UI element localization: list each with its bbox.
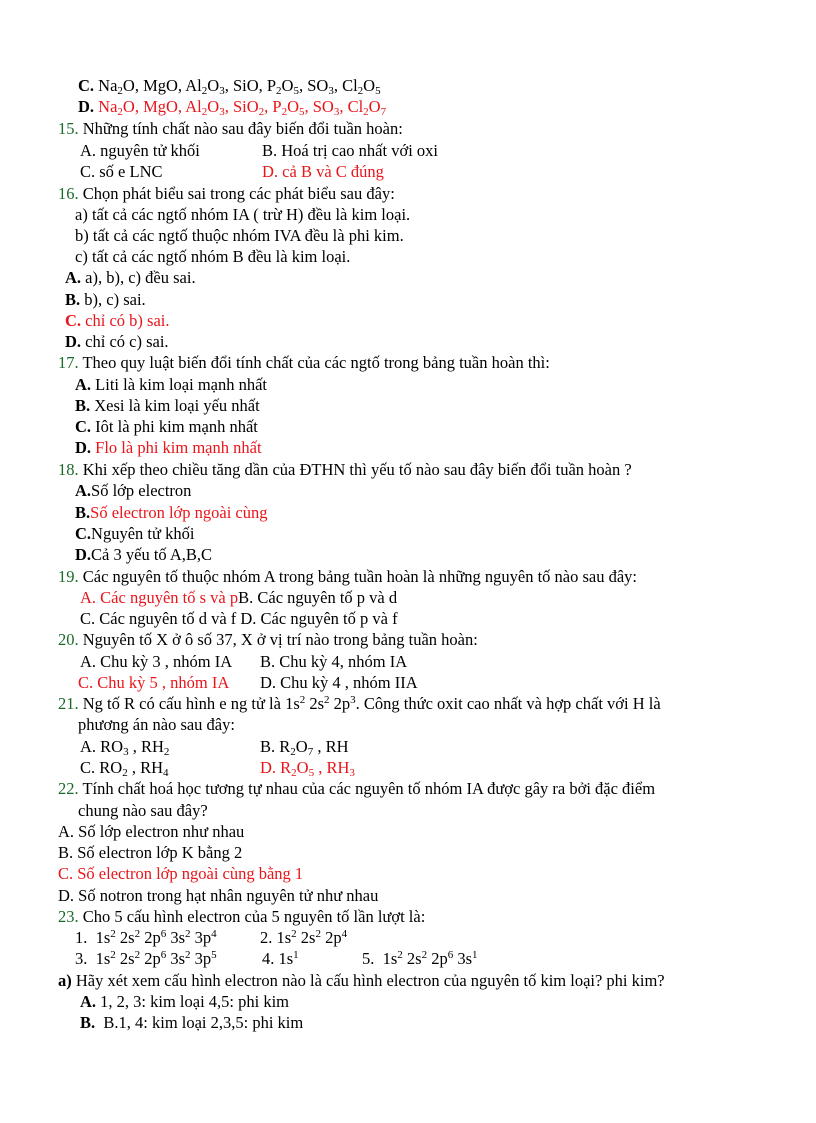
orbital: 3s — [170, 949, 186, 968]
superscript: 2 — [421, 949, 428, 961]
superscript: 1 — [472, 949, 478, 961]
question-text: Theo quy luật biến đổi tính chất của các ngtố trong bảng tuần hoàn thì: — [82, 353, 550, 372]
superscript: 2 — [134, 949, 141, 961]
option-key: B. — [75, 503, 91, 522]
superscript: 3 — [350, 694, 356, 706]
superscript: 2 — [324, 694, 330, 706]
q17-option-d — [75, 438, 262, 458]
option-text: Số electron lớp ngoài cùng — [90, 503, 268, 522]
question-text: 2s — [305, 694, 325, 713]
chem-text: O — [295, 737, 308, 756]
option-key: C. — [78, 76, 95, 95]
chem-text: , Cl — [339, 97, 364, 116]
option-key: D. — [65, 332, 82, 351]
q23-option-b — [80, 1013, 303, 1033]
q20-option-c: C. Chu kỳ 5 , nhóm IA — [78, 673, 230, 692]
orbital: 2s — [300, 928, 316, 947]
q14-option-d — [78, 97, 386, 117]
chem-text: O — [281, 76, 294, 95]
option-key: C. — [75, 524, 92, 543]
chem-text: , SO — [304, 97, 334, 116]
orbital: 3s — [170, 928, 186, 947]
q22-question — [58, 779, 655, 799]
q19-option-c: C. Các nguyên tố d và f — [80, 609, 237, 628]
chem-text: Na — [98, 97, 118, 116]
question-text: Khi xếp theo chiều tăng dần của ĐTHN thì yếu tố nào sau đây biến đổi tuần hoàn ? — [82, 460, 632, 479]
question-text: Các nguyên tố thuộc nhóm A trong bảng tuần hoàn là những nguyên tố nào sau đây: — [78, 567, 638, 586]
q15-option-b: B. Hoá trị cao nhất với oxi — [262, 141, 438, 160]
question-text: Những tính chất nào sau đây biến đổi tuần hoàn: — [82, 119, 403, 138]
superscript: 2 — [291, 928, 297, 940]
q16-statement-b: b) tất cả các ngtố thuộc nhóm IVA đều là phi kim. — [75, 226, 404, 245]
chem-sub: 7 — [380, 106, 387, 118]
q15-question — [58, 119, 403, 139]
config-number: 5. — [362, 949, 375, 968]
q21-option-a — [80, 737, 169, 757]
question-number: 22. — [58, 779, 79, 798]
config-number: 1. — [75, 928, 88, 947]
question-text: Cho 5 cấu hình electron của 5 nguyên tố lần lượt là: — [78, 907, 426, 926]
q16-option-a — [65, 268, 196, 288]
superscript: 2 — [299, 694, 306, 706]
config-number: 3. — [75, 949, 88, 968]
chem-text: , P — [264, 97, 282, 116]
chem-text: , SiO, P — [224, 76, 277, 95]
chem-text: O — [207, 97, 220, 116]
chem-sub: 2 — [163, 746, 170, 758]
chem-text: , RH — [127, 758, 163, 777]
question-number: 23. — [58, 907, 79, 926]
chem-sub: 5 — [308, 767, 315, 779]
q22-question-line2: chung nào sau đây? — [78, 801, 208, 820]
chem-sub: 5 — [375, 85, 381, 97]
q15-option-d: D. cả B và C đúng — [262, 162, 384, 181]
subquestion-text: Hãy xét xem cấu hình electron nào là cấu hình electron của nguyên tố kim loại? phi kim? — [71, 971, 665, 990]
question-text: 2p — [329, 694, 351, 713]
config-number: 2. — [260, 928, 273, 947]
chem-text: O — [363, 76, 376, 95]
q22-option-d: D. Số notron trong hạt nhân nguyên tử như nhau — [58, 886, 379, 905]
question-number: 17. — [58, 353, 79, 372]
q16-option-b — [65, 290, 146, 310]
q21-question-line2: phương án nào sau đây: — [78, 715, 235, 734]
option-text: Iôt là phi kim mạnh nhất — [95, 417, 258, 436]
q23-subquestion-a — [58, 971, 665, 991]
q21-option-d — [260, 758, 355, 778]
q16-option-d — [65, 332, 169, 352]
chem-text: O, MgO, Al — [122, 76, 202, 95]
q15-option-a: A. nguyên tử khối — [80, 141, 200, 160]
q14-option-d-answer — [98, 97, 386, 116]
orbital: 2p — [144, 949, 161, 968]
orbital: 1s — [95, 949, 111, 968]
chem-sub: 2 — [291, 767, 297, 779]
chem-sub: 3 — [123, 746, 129, 758]
q22-option-c: C. Số electron lớp ngoài cùng bằng 1 — [58, 864, 304, 883]
chem-sub: 2 — [258, 106, 265, 118]
question-text: Tính chất hoá học tương tự nhau của các nguyên tố nhóm IA được gây ra bởi đặc điểm — [82, 779, 656, 798]
option-text: a), b), c) đều sai. — [85, 268, 196, 287]
q23-config-5 — [362, 949, 478, 969]
question-number: 18. — [58, 460, 79, 479]
q20-option-d: D. Chu kỳ 4 , nhóm IIA — [260, 673, 418, 692]
q17-question — [58, 353, 550, 373]
q19-options-row1 — [80, 588, 397, 608]
q17-option-c — [75, 417, 258, 437]
q23-config-2 — [260, 928, 347, 948]
q20-option-a: A. Chu kỳ 3 , nhóm IA — [80, 652, 233, 671]
orbital: 1s — [276, 928, 292, 947]
q19-option-b: B. Các nguyên tố p và d — [238, 588, 398, 607]
question-number: 16. — [58, 184, 79, 203]
question-text: Chọn phát biểu sai trong các phát biểu sau đây: — [82, 184, 395, 203]
chem-text: O — [368, 97, 381, 116]
option-text: b), c) sai. — [84, 290, 146, 309]
q17-option-b — [75, 396, 260, 416]
chem-text: A. RO — [80, 737, 124, 756]
chem-sub: 2 — [281, 106, 288, 118]
chem-sub: 2 — [363, 106, 369, 118]
chem-sub: 7 — [307, 746, 314, 758]
option-key: A. — [75, 375, 92, 394]
option-text: Liti là kim loại mạnh nhất — [95, 375, 268, 394]
option-key: D. — [75, 438, 92, 457]
option-text: B.1, 4: kim loại 2,3,5: phi kim — [103, 1013, 304, 1032]
superscript: 6 — [160, 949, 167, 961]
superscript: 1 — [293, 949, 299, 961]
chem-text: , RH — [314, 758, 350, 777]
q17-option-a — [75, 375, 267, 395]
orbital: 2s — [119, 928, 135, 947]
chem-sub: 3 — [333, 106, 340, 118]
question-text: . Công thức oxit cao nhất và hợp chất với H là — [355, 694, 661, 713]
chem-sub: 2 — [357, 85, 364, 97]
orbital: 1s — [382, 949, 398, 968]
option-text: Số lớp electron — [91, 481, 192, 500]
chem-sub: 2 — [276, 85, 282, 97]
q18-option-c — [75, 524, 194, 544]
chem-sub: 2 — [122, 767, 128, 779]
superscript: 5 — [211, 949, 217, 961]
chem-text: , RH — [313, 737, 349, 756]
question-text: Ng tố R có cấu hình e ng tử là 1s — [82, 694, 300, 713]
question-number: 20. — [58, 630, 79, 649]
chem-sub: 2 — [201, 106, 208, 118]
superscript: 2 — [110, 949, 116, 961]
q20-question — [58, 630, 478, 650]
config-number: 4. — [262, 949, 275, 968]
q18-option-b — [75, 503, 268, 523]
chem-text: O — [287, 97, 299, 116]
q23-option-a — [80, 992, 289, 1012]
chem-text: Na — [98, 76, 118, 95]
q22-option-b: B. Số electron lớp K bằng 2 — [58, 843, 243, 862]
chem-sub: 3 — [219, 85, 225, 97]
superscript: 6 — [160, 928, 167, 940]
q16-statement-c: c) tất cả các ngtố nhóm B đều là kim loại. — [75, 247, 351, 266]
q21-option-b — [260, 737, 348, 757]
superscript: 2 — [134, 928, 141, 940]
q23-config-1 — [75, 928, 217, 948]
superscript: 2 — [110, 928, 116, 940]
option-key: A. — [75, 481, 92, 500]
q19-option-a: A. Các nguyên tố s và p — [80, 588, 239, 607]
superscript: 2 — [185, 949, 191, 961]
q21-question — [58, 694, 661, 714]
option-text: Xesi là kim loại yếu nhất — [94, 396, 260, 415]
superscript: 2 — [185, 928, 191, 940]
superscript: 4 — [341, 928, 348, 940]
orbital: 2p — [144, 928, 161, 947]
chem-text: O — [296, 758, 309, 777]
chem-text: O, MgO, Al — [122, 97, 202, 116]
orbital: 3p — [194, 949, 212, 968]
superscript: 2 — [397, 949, 403, 961]
chem-text: O — [207, 76, 220, 95]
option-text: 1, 2, 3: kim loại 4,5: phi kim — [100, 992, 290, 1011]
option-text: Flo là phi kim mạnh nhất — [95, 438, 262, 457]
option-text: Cả 3 yếu tố A,B,C — [91, 545, 213, 564]
subquestion-key: a) — [58, 971, 72, 990]
orbital: 3s — [457, 949, 473, 968]
option-key: D. — [78, 97, 95, 116]
q18-option-d — [75, 545, 212, 565]
superscript: 2 — [315, 928, 321, 940]
chem-text: , SiO — [224, 97, 259, 116]
q15-option-c: C. số e LNC — [80, 162, 163, 181]
option-key: B. — [80, 1013, 96, 1032]
chem-sub: 2 — [117, 106, 123, 118]
chem-text: B. R — [260, 737, 291, 756]
chem-sub: 2 — [117, 85, 123, 97]
option-key: C. — [65, 311, 82, 330]
orbital: 3p — [194, 928, 212, 947]
superscript: 4 — [211, 928, 217, 940]
option-text: chỉ có c) sai. — [85, 332, 169, 351]
chem-sub: 5 — [298, 106, 305, 118]
orbital: 2p — [325, 928, 342, 947]
chem-sub: 2 — [201, 85, 208, 97]
q19-question — [58, 567, 637, 587]
question-text: Nguyên tố X ở ô số 37, X ở vị trí nào trong bảng tuần hoàn: — [82, 630, 478, 649]
q23-question — [58, 907, 425, 927]
q20-option-b: B. Chu kỳ 4, nhóm IA — [260, 652, 408, 671]
chem-sub: 5 — [293, 85, 299, 97]
chem-text: , SO — [298, 76, 329, 95]
question-number: 21. — [58, 694, 79, 713]
q16-question — [58, 184, 395, 204]
option-key: A. — [65, 268, 82, 287]
question-number: 15. — [58, 119, 79, 138]
option-key: B. — [75, 396, 91, 415]
option-key: B. — [65, 290, 81, 309]
q23-config-3 — [75, 949, 217, 969]
orbital: 1s — [278, 949, 294, 968]
option-key: D. — [75, 545, 92, 564]
option-text: Nguyên tử khối — [91, 524, 195, 543]
q21-option-c — [80, 758, 168, 778]
orbital: 1s — [95, 928, 111, 947]
q19-options-row2 — [80, 609, 398, 629]
option-key: A. — [80, 992, 97, 1011]
question-number: 19. — [58, 567, 79, 586]
q23-config-4 — [262, 949, 299, 969]
option-key: C. — [75, 417, 92, 436]
chem-text: , RH — [128, 737, 164, 756]
chem-sub: 4 — [162, 767, 169, 779]
option-text: chỉ có b) sai. — [85, 311, 170, 330]
chem-text: D. R — [260, 758, 292, 777]
q18-question — [58, 460, 632, 480]
chem-sub: 2 — [290, 746, 296, 758]
orbital: 2p — [431, 949, 448, 968]
chem-sub: 3 — [328, 85, 334, 97]
chem-sub: 3 — [349, 767, 355, 779]
superscript: 6 — [447, 949, 454, 961]
q19-option-d: D. Các nguyên tố p và f — [240, 609, 398, 628]
q16-statement-a: a) tất cả các ngtố nhóm IA ( trừ H) đều là kim loại. — [75, 205, 411, 224]
orbital: 2s — [119, 949, 135, 968]
q16-option-c — [65, 311, 169, 331]
q14-option-c — [78, 76, 381, 96]
chem-text: , Cl — [333, 76, 358, 95]
chem-text: C. RO — [80, 758, 123, 777]
orbital: 2s — [406, 949, 422, 968]
q18-option-a — [75, 481, 191, 501]
chem-sub: 3 — [219, 106, 225, 118]
q22-option-a: A. Số lớp electron như nhau — [58, 822, 245, 841]
